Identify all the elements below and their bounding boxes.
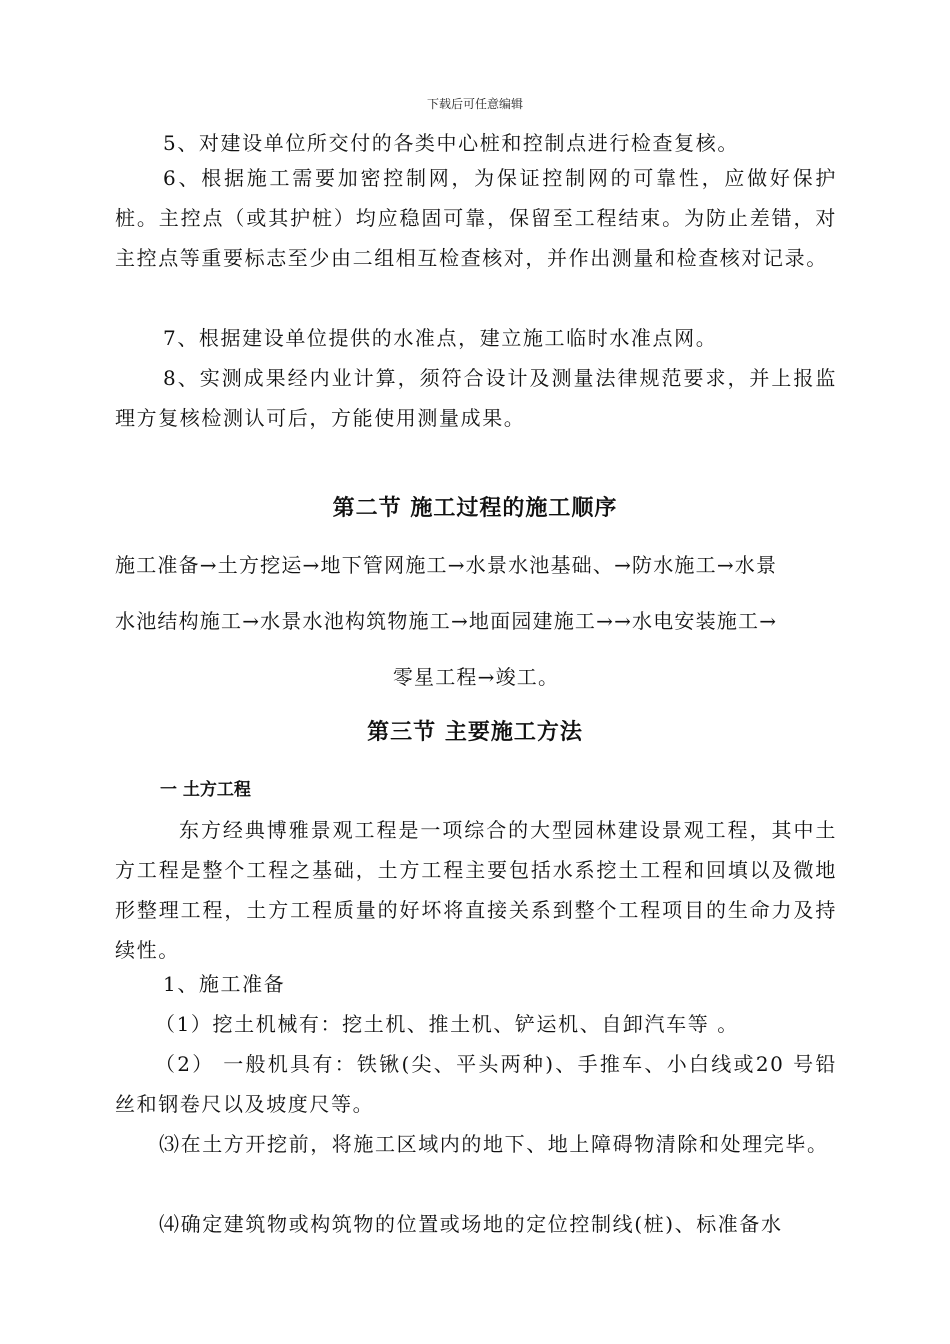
preparation-item-4: ⑷确定建筑物或构筑物的位置或场地的定位控制线(桩)、标准备水	[159, 1212, 783, 1236]
earthwork-subheading: 一 土方工程	[160, 780, 251, 800]
section-2-title: 第二节 施工过程的施工顺序	[332, 496, 618, 521]
earthwork-intro-paragraph: 东方经典博雅景观工程是一项综合的大型园林建设景观工程，其中土方工程是整个工程之基础，土方工程主要包括水系挖土工程和回填以及微地形整理工程，土方工程质量的好坏将直接关系到整个工程项目的生命力及持续性。	[115, 818, 837, 962]
preparation-item-1: （1）挖土机械有：挖土机、推土机、铲运机、自卸汽车等 。	[155, 1012, 739, 1036]
flow-line-1: 施工准备→土方挖运→地下管网施工→水景水池基础、→防水施工→水景	[115, 553, 778, 577]
item-7-paragraph: 7、根据建设单位提供的水准点，建立施工临时水准点网。	[163, 326, 718, 350]
header-note: 下载后可任意编辑	[426, 97, 523, 111]
preparation-item-2: （2） 一般机具有：铁锹(尖、平头两种)、手推车、小白线或20 号铅丝和钢卷尺以及坡度尺等。	[115, 1052, 837, 1116]
item-8-paragraph: 8、实测成果经内业计算，须符合设计及测量法律规范要求，并上报监理方复核检测认可后，方能使用测量成果。	[115, 366, 837, 430]
preparation-title: 1、施工准备	[163, 972, 286, 996]
item-5-paragraph: 5、对建设单位所交付的各类中心桩和控制点进行检查复核。	[163, 131, 739, 155]
flow-line-3: 零星工程→竣工。	[392, 665, 560, 689]
section-3-title: 第三节 主要施工方法	[367, 720, 583, 745]
flow-line-2: 水池结构施工→水景水池构筑物施工→地面园建施工→→水电安装施工→	[115, 609, 778, 633]
preparation-item-3: ⑶在土方开挖前，将施工区域内的地下、地上障碍物清除和处理完毕。	[159, 1132, 829, 1156]
item-6-paragraph: 6、根据施工需要加密控制网，为保证控制网的可靠性，应做好保护桩。主控点（或其护桩）均应稳固可靠，保留至工程结束。为防止差错，对主控点等重要标志至少由二组相互检查核对，并作出测量和检查核对记录。	[115, 166, 837, 270]
